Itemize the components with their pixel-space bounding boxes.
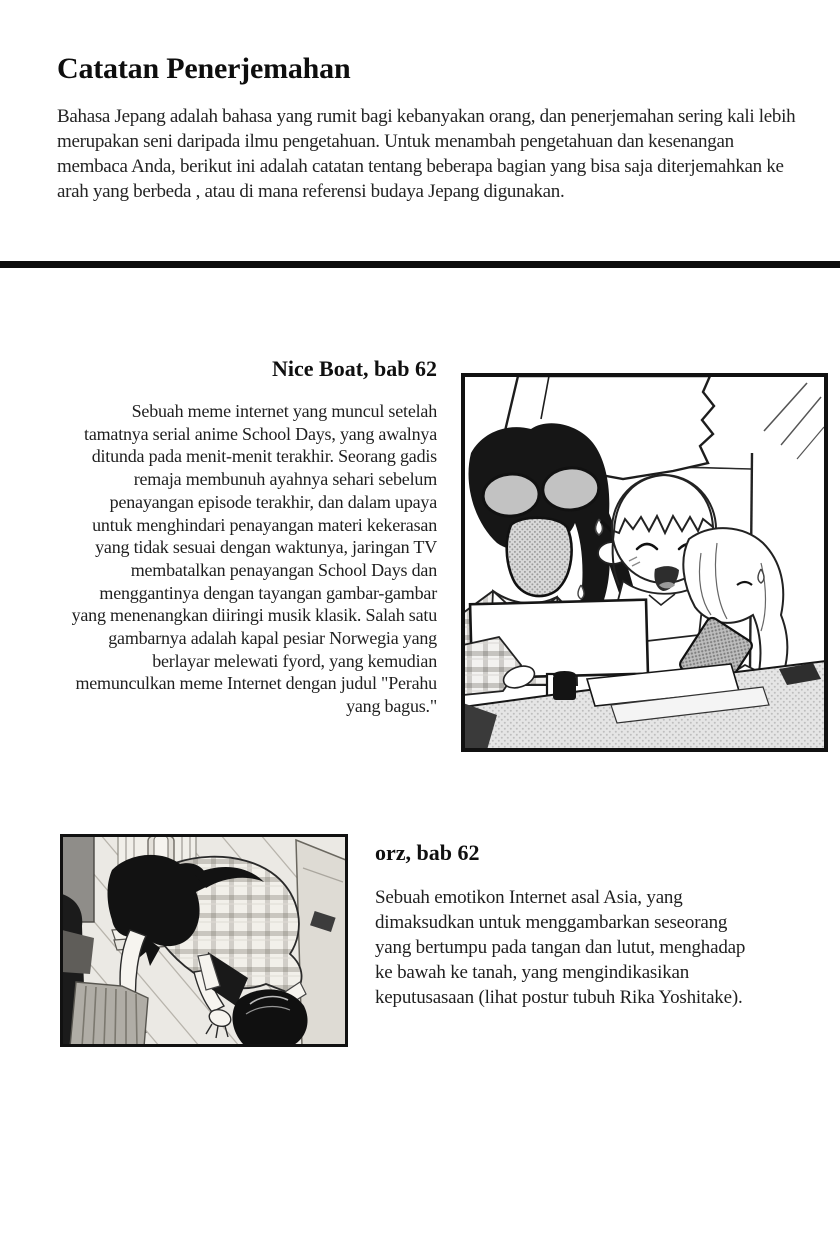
note-heading-nice-boat: Nice Boat, bab 62: [272, 356, 437, 381]
page-title: Catatan Penerjemahan: [57, 52, 351, 85]
note-body-orz: Sebuah emotikon Internet asal Asia, yang dimaksudkan untuk menggambarkan seseorang yang bertumpu pada tangan dan lutut, menghadap ke bawah ke tanah, yang mengindikasikan keputusasaan (lihat postur tubuh Rika Yoshitake).: [375, 887, 746, 1008]
manga-panel-orz: [60, 834, 348, 1047]
intro-paragraph: Bahasa Jepang adalah bahasa yang rumit bagi kebanyakan orang, dan penerjemahan sering kali lebih merupakan seni daripada ilmu pengetahuan. Untuk menambah pengetahuan dan kesenangan membaca Anda, berikut ini adalah catatan tentang beberapa bagian yang bisa saja diterjemahkan ke arah yang berbeda , atau di mana referensi budaya Jepang digunakan.: [57, 106, 796, 202]
manga-panel-nice-boat: [461, 373, 828, 752]
note-body-nice-boat: Sebuah meme internet yang muncul setelah tamatnya serial anime School Days, yang awalnya ditunda pada menit-menit terakhir. Seorang gadis remaja membunuh ayahnya sehari sebelum penayangan episode terakhir, dan dalam upaya untuk menghindari penayangan materi kekerasan yang tidak sesuai dengan waktunya, jaringan TV membatalkan penayangan School Days dan menggantinya dengan tayangan gambar-gambar yang menenangkan diiringi musik klasik. Salah satu gambarnya adalah kapal pesiar Norwegia yang berlayar melewati fyord, yang kemudian memunculkan meme Internet dengan judul "Perahu yang bagus.": [71, 401, 437, 717]
note-section-orz: [375, 840, 767, 1010]
manga-panel-nice-boat-art: [461, 373, 828, 752]
section-divider-rule: [0, 261, 840, 268]
note-heading-orz: orz, bab 62: [375, 840, 480, 865]
note-section-nice-boat: [57, 356, 437, 718]
character-head-foreground: [232, 989, 307, 1047]
manga-panel-orz-art: [60, 834, 348, 1047]
